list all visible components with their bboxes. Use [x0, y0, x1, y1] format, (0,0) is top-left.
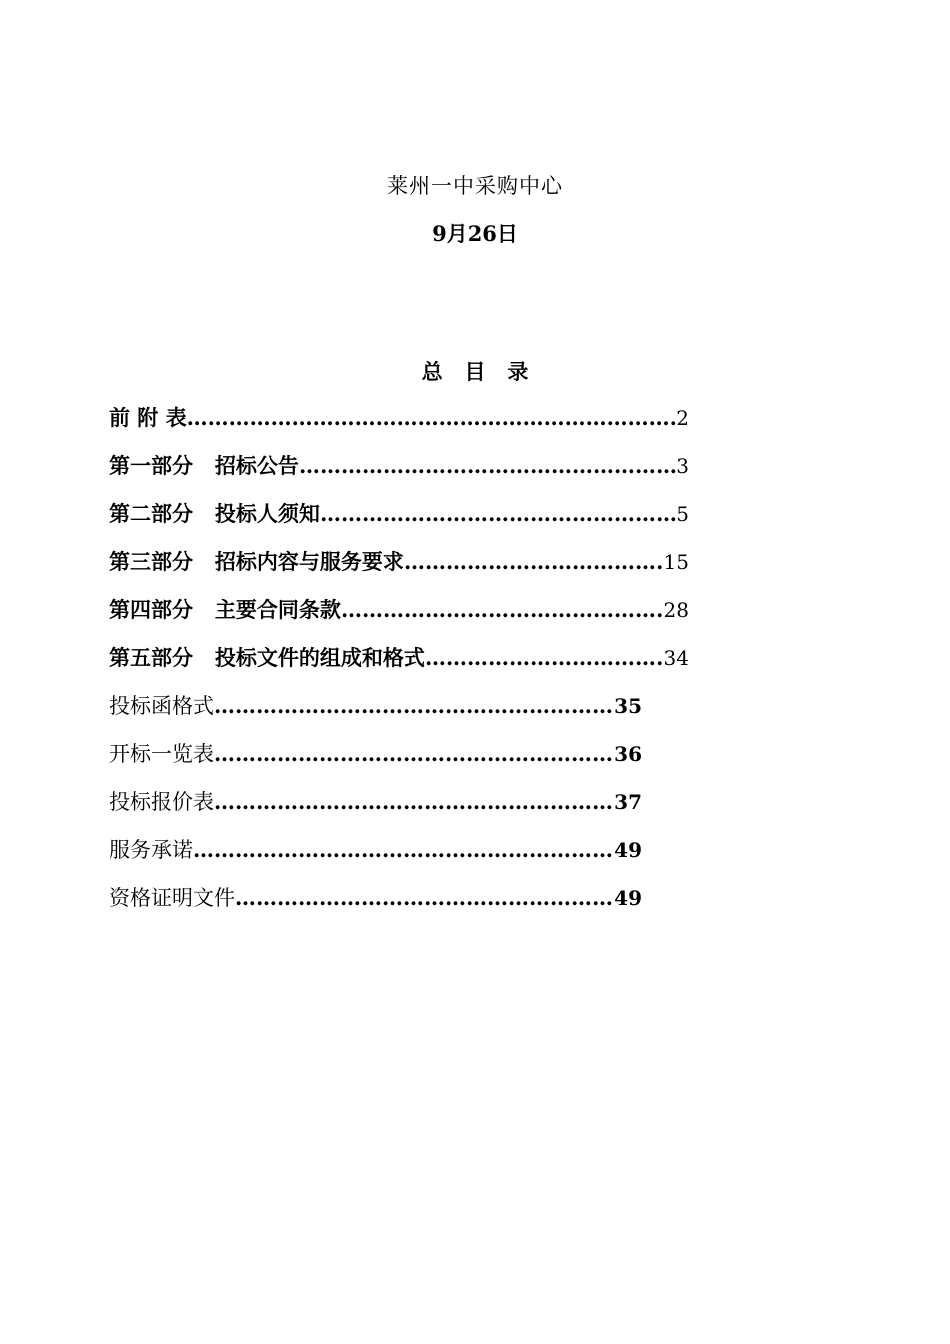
toc-entry-price-sheet[interactable] [109, 786, 642, 834]
toc-leader-dots [341, 594, 664, 626]
toc-leader-dots [214, 690, 614, 722]
toc-entry-front-table[interactable] [109, 402, 689, 450]
toc-entry-label: 第四部分 主要合同条款 [109, 597, 341, 622]
toc-leader-dots [299, 450, 676, 482]
toc-entry-label: 投标报价表 [109, 790, 214, 814]
toc-title: 总 目 录 [421, 359, 529, 384]
toc-entry-part-3[interactable] [109, 546, 689, 594]
toc-entry-bid-letter[interactable] [109, 690, 642, 738]
toc-entry-page: 36 [614, 742, 642, 766]
toc-entry-label: 前 附 表 [109, 405, 187, 430]
toc-entry-label: 开标一览表 [109, 742, 214, 766]
toc-entry-page: 49 [614, 838, 642, 862]
toc-entry-page: 5 [676, 502, 689, 526]
toc-entry-page: 35 [614, 694, 642, 718]
table-of-contents [109, 402, 689, 930]
toc-entry-part-4[interactable] [109, 594, 689, 642]
toc-leader-dots [320, 498, 676, 530]
toc-entry-label: 投标函格式 [109, 694, 214, 718]
toc-leader-dots [193, 834, 614, 866]
toc-entry-label: 第二部分 投标人须知 [109, 501, 320, 526]
toc-leader-dots [214, 786, 614, 818]
toc-entry-label: 资格证明文件 [109, 886, 235, 910]
toc-entry-page: 37 [614, 790, 642, 814]
toc-leader-dots [425, 642, 664, 674]
toc-entry-part-2[interactable] [109, 498, 689, 546]
toc-entry-page: 15 [663, 550, 689, 574]
toc-leader-dots [187, 402, 677, 434]
document-date: 9月26日 [432, 221, 518, 246]
toc-entry-label: 第一部分 招标公告 [109, 453, 299, 478]
toc-entry-page: 3 [676, 454, 689, 478]
toc-leader-dots [235, 882, 614, 914]
toc-leader-dots [214, 738, 614, 770]
toc-entry-page: 49 [614, 886, 642, 910]
organization-name: 莱州一中采购中心 [387, 174, 563, 198]
toc-entry-opening-sheet[interactable] [109, 738, 642, 786]
toc-entry-qualification-docs[interactable] [109, 882, 642, 930]
toc-entry-page: 28 [663, 598, 689, 622]
toc-entry-part-5[interactable] [109, 642, 689, 690]
toc-entry-service-commitment[interactable] [109, 834, 642, 882]
toc-entry-label: 第三部分 招标内容与服务要求 [109, 549, 404, 574]
toc-entry-part-1[interactable] [109, 450, 689, 498]
toc-entry-page: 34 [663, 646, 689, 670]
toc-entry-label: 第五部分 投标文件的组成和格式 [109, 645, 425, 670]
toc-entry-label: 服务承诺 [109, 838, 193, 862]
toc-entry-page: 2 [676, 406, 689, 430]
toc-leader-dots [404, 546, 664, 578]
